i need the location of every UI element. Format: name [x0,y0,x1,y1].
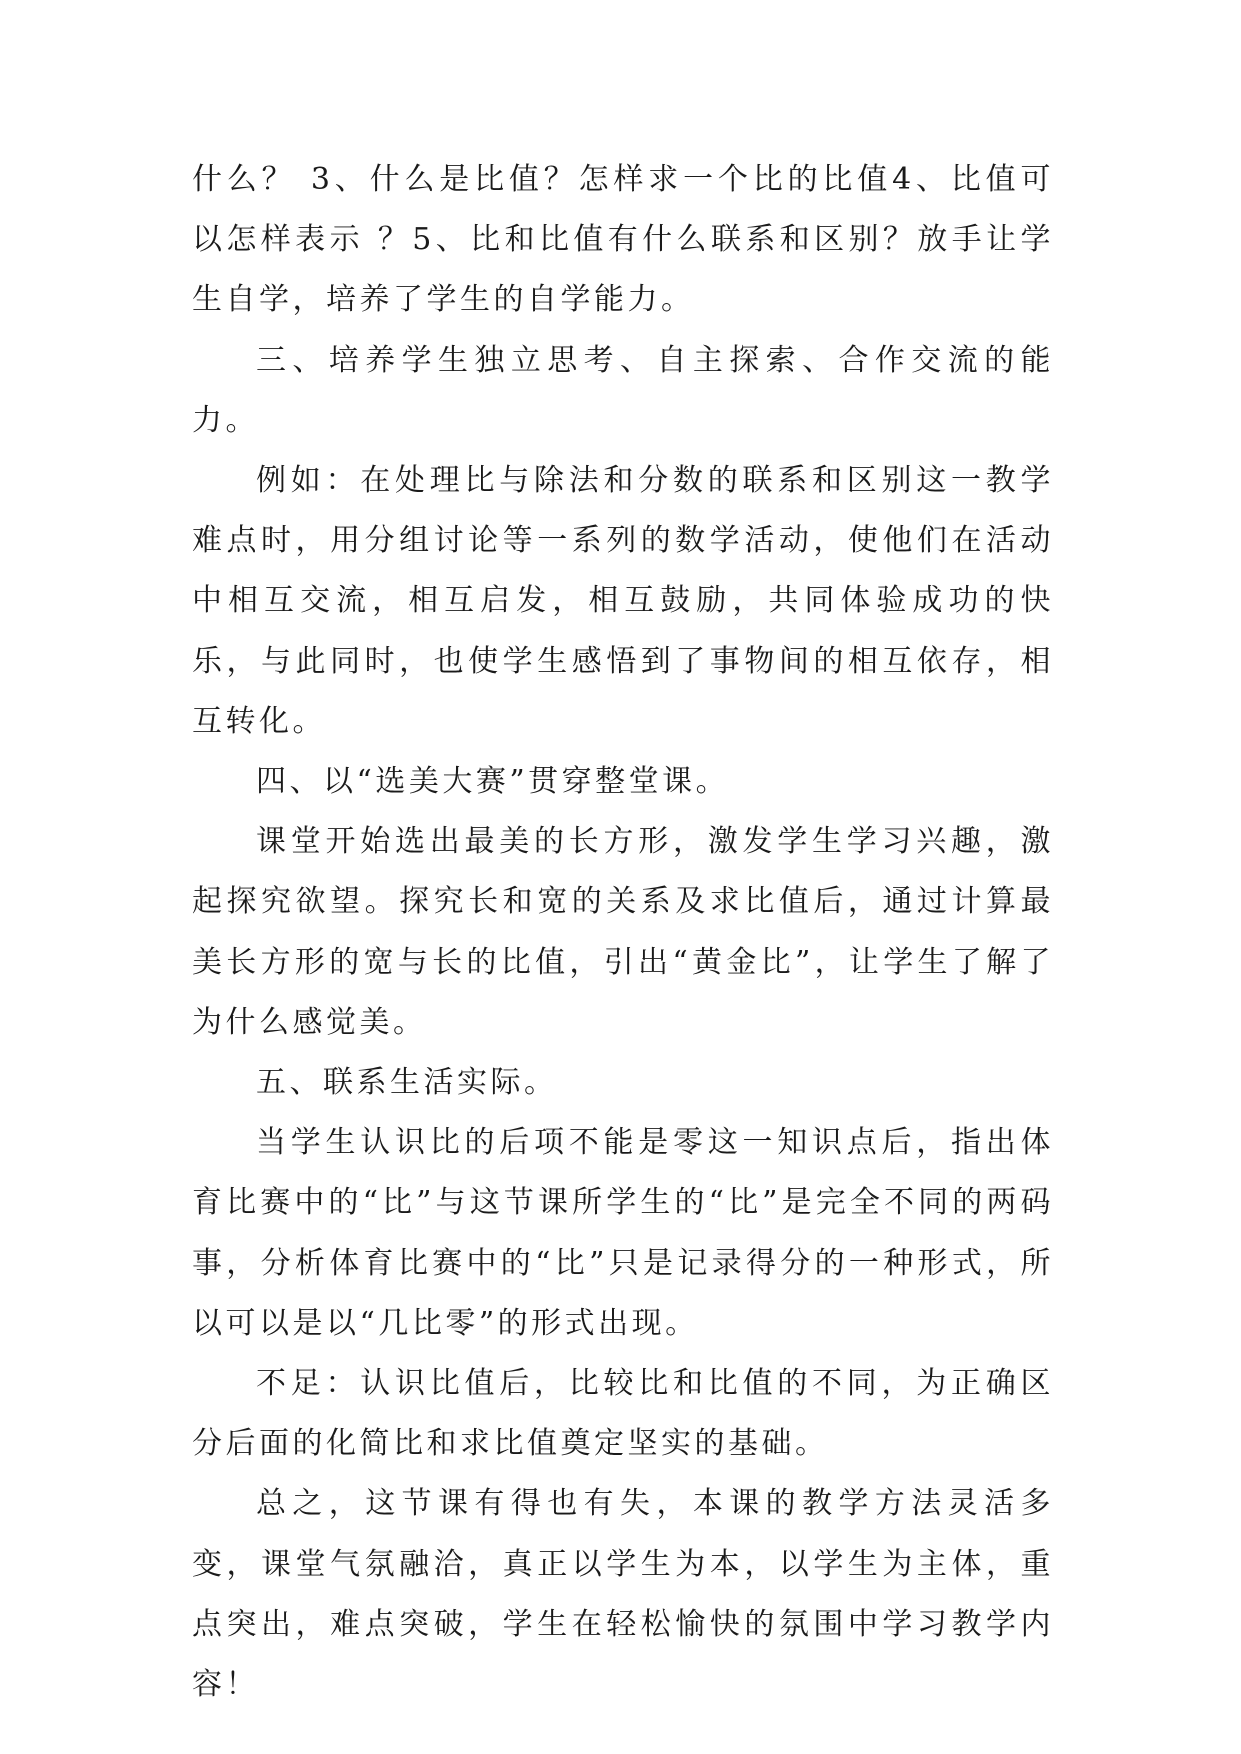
paragraph: 例如：在处理比与除法和分数的联系和区别这一教学难点时，用分组讨论等一系列的数学活动，使他们在活动中相互交流，相互启发，相互鼓励，共同体验成功的快乐，与此同时，也使学生感悟到了事物间的相互依存，相互转化。 [192,463,1054,739]
paragraph: 当学生认识比的后项不能是零这一知识点后，指出体育比赛中的“比”与这节课所学生的“比”是完全不同的两码事，分析体育比赛中的“比”只是记录得分的一种形式，所以可以是以“几比零”的形式出现。 [192,1125,1054,1341]
section-heading: 五、联系生活实际。 [256,1065,558,1101]
paragraph: 不足：认识比值后，比较比和比值的不同，为正确区分后面的化简比和求比值奠定坚实的基础。 [192,1366,1054,1462]
paragraph: 什么？ 3、什么是比值？怎样求一个比的比值4、比值可以怎样表示 ？5、比和比值有什么联系和区别？放手让学生自学，培养了学生的自学能力。 [192,162,1054,318]
section-heading: 四、以“选美大赛”贯穿整堂课。 [256,764,730,800]
paragraph: 课堂开始选出最美的长方形，激发学生学习兴趣，激起探究欲望。探究长和宽的关系及求比值后，通过计算最美长方形的宽与长的比值，引出“黄金比”，让学生了解了为什么感觉美。 [192,824,1054,1040]
paragraph: 总之，这节课有得也有失，本课的教学方法灵活多变，课堂气氛融洽，真正以学生为本，以学生为主体，重点突出，难点突破，学生在轻松愉快的氛围中学习教学内容！ [192,1486,1054,1703]
section-heading: 三、培养学生独立思考、自主探索、合作交流的能力。 [192,342,1054,438]
document-body [192,150,1054,1715]
